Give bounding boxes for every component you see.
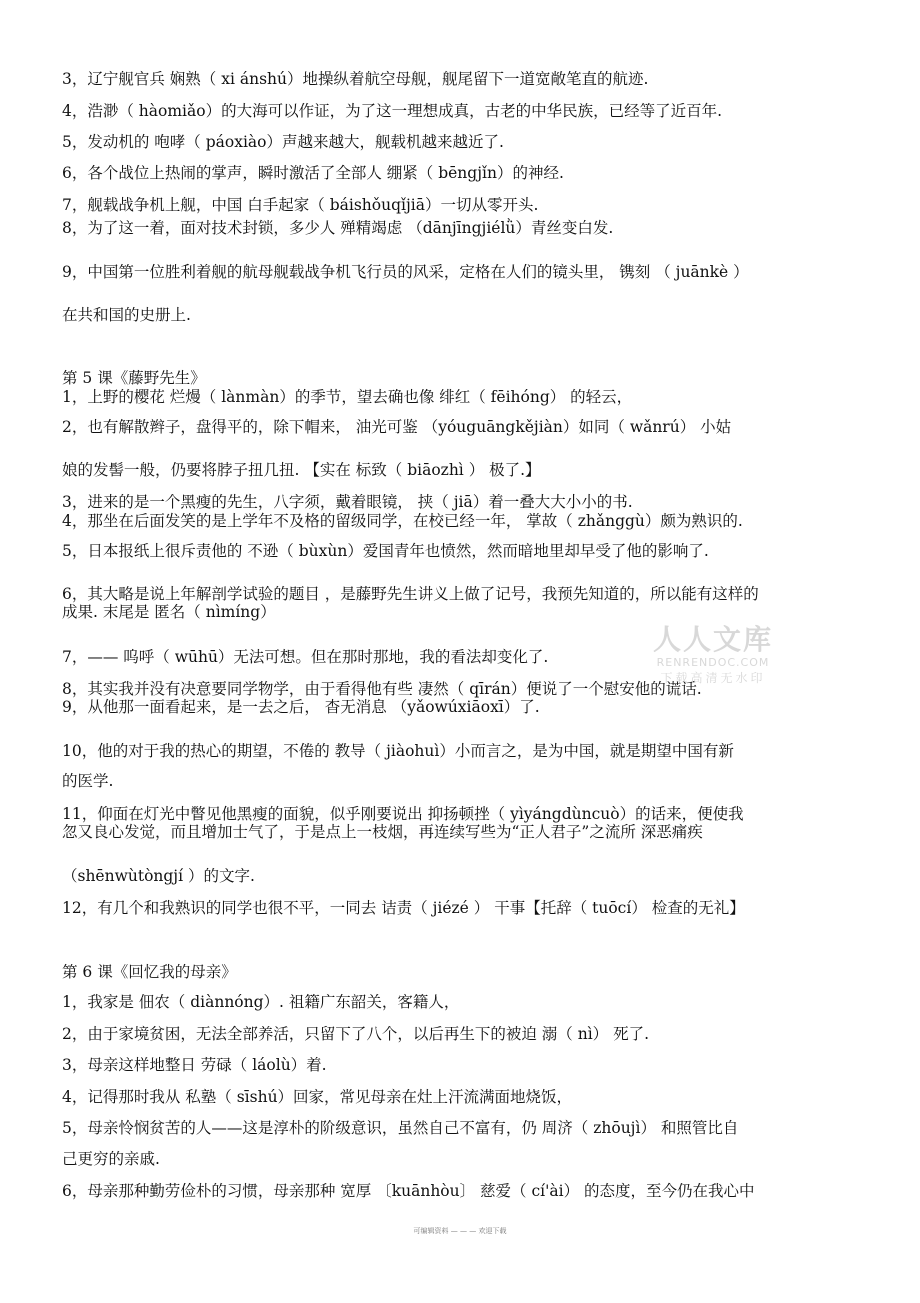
text-line: 9，从他那一面看起来，是一去之后， 杳无消息 （yǎowúxiāoxī）了. bbox=[62, 698, 540, 716]
text-line: 10，他的对于我的热心的期望，不倦的 教导（ jiàohuì）小而言之，是为中国，就是期望中国有新 bbox=[62, 742, 734, 760]
text-line: 己更穷的亲戚. bbox=[62, 1150, 160, 1168]
text-line: 1，上野的樱花 烂熳（ lànmàn）的季节，望去确也像 绯红（ fēihóng） 的轻云， bbox=[62, 388, 633, 406]
text-line: 5，母亲怜悯贫苦的人——这是淳朴的阶级意识，虽然自己不富有，仍 周济（ zhōujì） 和照管比自 bbox=[62, 1119, 739, 1137]
watermark-logo-text: 人人文库 bbox=[652, 623, 773, 656]
text-line: 的医学. bbox=[62, 772, 114, 790]
text-line: 2，由于家境贫困，无法全部养活，只留下了八个，以后再生下的被迫 溺（ nì） 死了. bbox=[62, 1025, 650, 1043]
text-line: 4，浩渺（ hàomiǎo）的大海可以作证，为了这一理想成真，古老的中华民族，已经等了近百年. bbox=[62, 102, 723, 120]
text-line: 3，辽宁舰官兵 娴熟（ xi ánshú）地操纵着航空母舰，舰尾留下一道宽敞笔直的航迹. bbox=[62, 70, 649, 88]
text-line: 3，母亲这样地整日 劳碌（ láolù）着. bbox=[62, 1056, 327, 1074]
page-footer: 可编辑资料 — — — 欢迎下载 bbox=[413, 1227, 507, 1235]
text-line: 忽又良心发觉，而且增加士气了，于是点上一枝烟，再连续写些为“正人君子”之流所 深恶痛疾 bbox=[62, 823, 703, 841]
text-line: 5，日本报纸上很斥责他的 不逊（ bùxùn）爱国青年也愤然，然而暗地里却早受了他的影响了. bbox=[62, 542, 709, 560]
text-line: 6，各个战位上热闹的掌声，瞬时激活了全部人 绷紧（ bēngjǐn）的神经. bbox=[62, 164, 564, 182]
text-line: 娘的发髻一般，仍要将脖子扭几扭. 【实在 标致（ biāozhì ） 极了.】 bbox=[62, 461, 541, 479]
text-line: 成果. 末尾是 匿名（ nìmíng） bbox=[62, 603, 276, 621]
text-line: 2，也有解散辫子，盘得平的，除下帽来， 油光可鉴 （yóuguāngkějiàn）如同（ wǎnrú） 小姑 bbox=[62, 418, 732, 436]
text-line: 6，母亲那种勤劳俭朴的习惯，母亲那种 宽厚 〔kuānhòu〕 慈爱（ cí'ài） 的态度，至今仍在我心中 bbox=[62, 1182, 755, 1200]
watermark bbox=[648, 624, 778, 686]
text-line: 4，那坐在后面发笑的是上学年不及格的留级同学，在校已经一年， 掌故（ zhǎnggù）颇为熟识的. bbox=[62, 512, 743, 530]
text-line: 9，中国第一位胜利着舰的航母舰载战争机飞行员的风采，定格在人们的镜头里， 镌刻 （ juānkè ） bbox=[62, 263, 749, 281]
text-line: 8，其实我并没有决意要同学物学，由于看得他有些 凄然（ qīrán）便说了一个慰安他的谎话. bbox=[62, 680, 702, 698]
text-line: 3，进来的是一个黑瘦的先生，八字须，戴着眼镜， 挟（ jiā）着一叠大大小小的书. bbox=[62, 493, 633, 511]
text-line: 11，仰面在灯光中瞥见他黑瘦的面貌，似乎刚要说出 抑扬顿挫（ yìyángdùncuò）的话来，便使我 bbox=[62, 805, 744, 823]
text-line: 5，发动机的 咆哮（ páoxiào）声越来越大，舰载机越来越近了. bbox=[62, 133, 504, 151]
text-line: 12，有几个和我熟识的同学也很不平，一同去 诘责（ jiézé ） 干事【托辞（ tuōcí） 检查的无礼】 bbox=[62, 899, 745, 917]
text-line: 1，我家是 佃农（ diànnóng）. 祖籍广东韶关，客籍人， bbox=[62, 993, 460, 1011]
lesson5-heading: 第 5 课《藤野先生》 bbox=[62, 369, 206, 387]
text-line: （shēnwùtòngjí ）的文字. bbox=[62, 867, 255, 885]
text-line: 7，舰载战争机上舰，中国 白手起家（ báishǒuqǐjiā）一切从零开头. bbox=[62, 196, 539, 214]
text-line: 8，为了这一着，面对技术封锁，多少人 殚精竭虑 （dānjīngjiélǜ）青丝变白发. bbox=[62, 219, 614, 237]
watermark-url: RENRENDOC.COM bbox=[656, 656, 770, 669]
lesson6-heading: 第 6 课《回忆我的母亲》 bbox=[62, 963, 237, 981]
text-line: 在共和国的史册上. bbox=[62, 306, 191, 324]
text-line: 4，记得那时我从 私塾（ sīshú）回家，常见母亲在灶上汗流满面地烧饭， bbox=[62, 1088, 573, 1106]
text-line: 6，其大略是说上年解剖学试验的题目 ，是藤野先生讲义上做了记号，我预先知道的，所以能有这样的 bbox=[62, 585, 759, 603]
watermark-subtitle: 下载高清无水印 bbox=[660, 671, 766, 685]
text-line: 7，—— 呜呼（ wūhū）无法可想。但在那时那地，我的看法却变化了. bbox=[62, 648, 549, 666]
